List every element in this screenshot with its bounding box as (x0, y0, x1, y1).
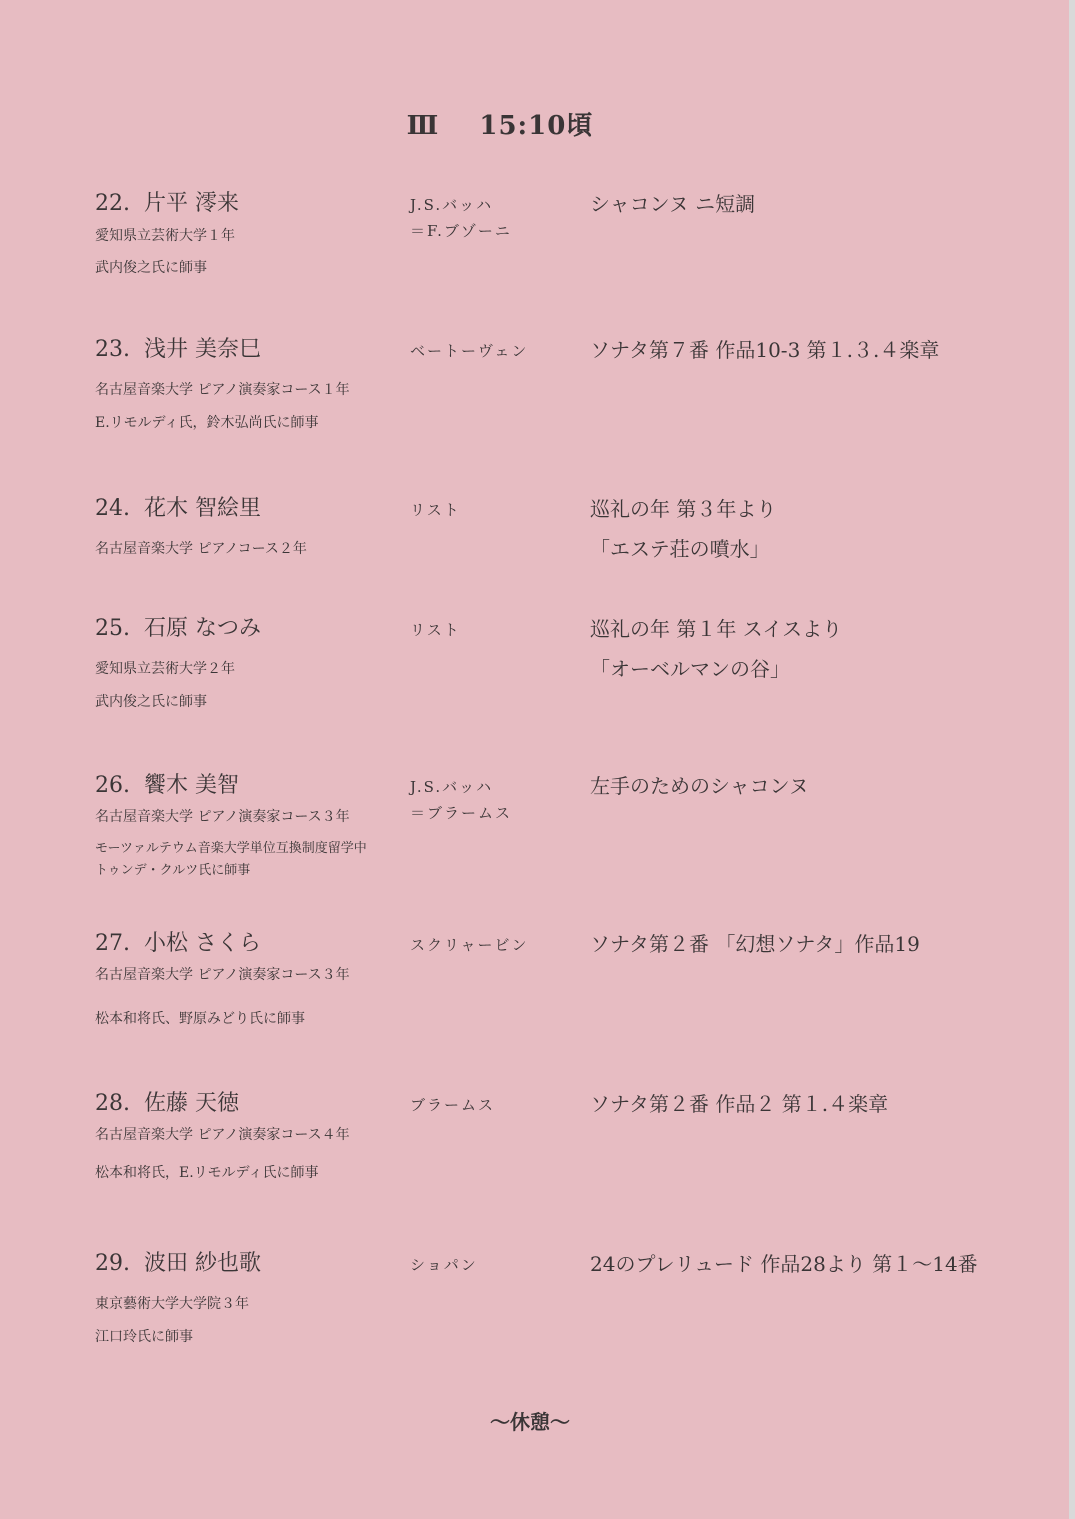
composer-line: スクリャービン (410, 936, 529, 954)
piece-title (590, 930, 920, 958)
piece-title (590, 615, 842, 683)
performer-name (95, 190, 405, 218)
entry-number: 22. (95, 191, 130, 216)
performer-name (95, 1090, 405, 1118)
performer-affiliation: 名古屋音楽大学 ピアノ演奏家コース４年 (95, 1127, 350, 1143)
composer (410, 1092, 495, 1118)
composer (410, 497, 461, 523)
performer (95, 1090, 405, 1182)
performer (95, 495, 405, 558)
piece-line: 「オーベルマンの谷」 (590, 657, 790, 681)
section-heading (0, 105, 1000, 142)
performer-teacher: トゥンデ・クルツ氏に師事 (95, 863, 251, 878)
composer-line: リスト (410, 501, 461, 519)
entry-number: 23. (95, 337, 130, 362)
performer-teacher: 武内俊之氏に師事 (95, 694, 207, 710)
performer-name (95, 495, 405, 523)
performer-name (95, 772, 405, 800)
performer (95, 615, 405, 711)
performer-affiliation: 愛知県立芸術大学１年 (95, 228, 235, 244)
performer (95, 930, 405, 1028)
piece-title (590, 336, 939, 364)
performer-name-text: 片平 澪来 (144, 191, 239, 216)
performer-name (95, 1250, 405, 1278)
performer-affiliation: 名古屋音楽大学 ピアノ演奏家コース１年 (95, 382, 350, 398)
piece-title (590, 772, 809, 800)
composer-line: J.S.バッハ (410, 196, 494, 214)
entry-number: 25. (95, 616, 130, 641)
composer-line: リスト (410, 621, 461, 639)
performer-affiliation: 東京藝術大学大学院３年 (95, 1296, 249, 1312)
piece-line: ソナタ第２番 作品２ 第１.４楽章 (590, 1092, 889, 1116)
page-edge (1069, 0, 1075, 1519)
performer-teacher: 松本和将氏，E.リモルディ氏に師事 (95, 1165, 319, 1181)
piece-line: ソナタ第７番 作品10-3 第１.３.４楽章 (590, 338, 940, 362)
entry-number: 24. (95, 496, 130, 521)
performer-name-text: 花木 智絵里 (144, 496, 261, 521)
entry-number: 29. (95, 1251, 130, 1276)
composer-line: ＝ブラームス (410, 804, 513, 822)
performer-name-text: 波田 紗也歌 (144, 1251, 261, 1276)
entry-number: 28. (95, 1091, 130, 1116)
piece-line: 巡礼の年 第３年より (590, 497, 777, 521)
performer (95, 772, 405, 880)
composer (410, 617, 461, 643)
composer-line: ベートーヴェン (410, 342, 529, 360)
piece-line: シャコンヌ ニ短調 (590, 192, 756, 216)
piece-title (590, 495, 776, 563)
composer (410, 1252, 478, 1278)
piece-line: 「エステ荘の噴水」 (590, 537, 770, 561)
piece-title (590, 1090, 888, 1118)
performer-name (95, 930, 405, 958)
composer-line: ブラームス (410, 1096, 496, 1114)
performer-name-text: 佐藤 天徳 (144, 1091, 239, 1116)
performer-teacher: E.リモルディ氏，鈴木弘尚氏に師事 (95, 415, 319, 431)
performer-affiliation: 名古屋音楽大学 ピアノコース２年 (95, 541, 307, 557)
composer (410, 338, 528, 364)
performer-study-abroad: モーツァルテウム音楽大学単位互換制度留学中 (95, 841, 367, 856)
entry-number: 26. (95, 773, 130, 798)
performer-name-text: 饗木 美智 (144, 773, 239, 798)
performer (95, 1250, 405, 1346)
composer-line: ショパン (410, 1256, 478, 1274)
performer-teacher: 松本和将氏、野原みどり氏に師事 (95, 1011, 305, 1027)
performer-teacher: 武内俊之氏に師事 (95, 260, 207, 276)
piece-line: ソナタ第２番 「幻想ソナタ」作品19 (590, 932, 920, 956)
composer (410, 192, 512, 244)
performer-teacher: 江口玲氏に師事 (95, 1329, 193, 1345)
intermission-label: ～休憩～ (490, 1410, 570, 1434)
piece-title (590, 1250, 978, 1278)
performer-affiliation: 名古屋音楽大学 ピアノ演奏家コース３年 (95, 809, 350, 825)
performer-name (95, 336, 405, 364)
performer-name (95, 615, 405, 643)
performer (95, 190, 405, 277)
composer-line: ＝F.ブゾーニ (410, 222, 512, 240)
composer-line: J.S.バッハ (410, 778, 494, 796)
section-numeral: Ⅲ (406, 111, 440, 141)
performer-affiliation: 愛知県立芸術大学２年 (95, 661, 235, 677)
entry-number: 27. (95, 931, 130, 956)
composer (410, 932, 529, 958)
piece-title (590, 190, 755, 218)
performer-name-text: 石原 なつみ (144, 616, 261, 641)
performer-affiliation: 名古屋音楽大学 ピアノ演奏家コース３年 (95, 967, 350, 983)
composer (410, 774, 512, 826)
performer-name-text: 小松 さくら (144, 931, 261, 956)
performer (95, 336, 405, 432)
piece-line: 巡礼の年 第１年 スイスより (590, 617, 843, 641)
piece-line: 左手のためのシャコンヌ (590, 774, 809, 798)
performer-name-text: 浅井 美奈巳 (144, 337, 261, 362)
piece-line: 24のプレリュード 作品28より 第１～14番 (590, 1252, 978, 1276)
section-start-time: 15:10頃 (479, 111, 594, 141)
